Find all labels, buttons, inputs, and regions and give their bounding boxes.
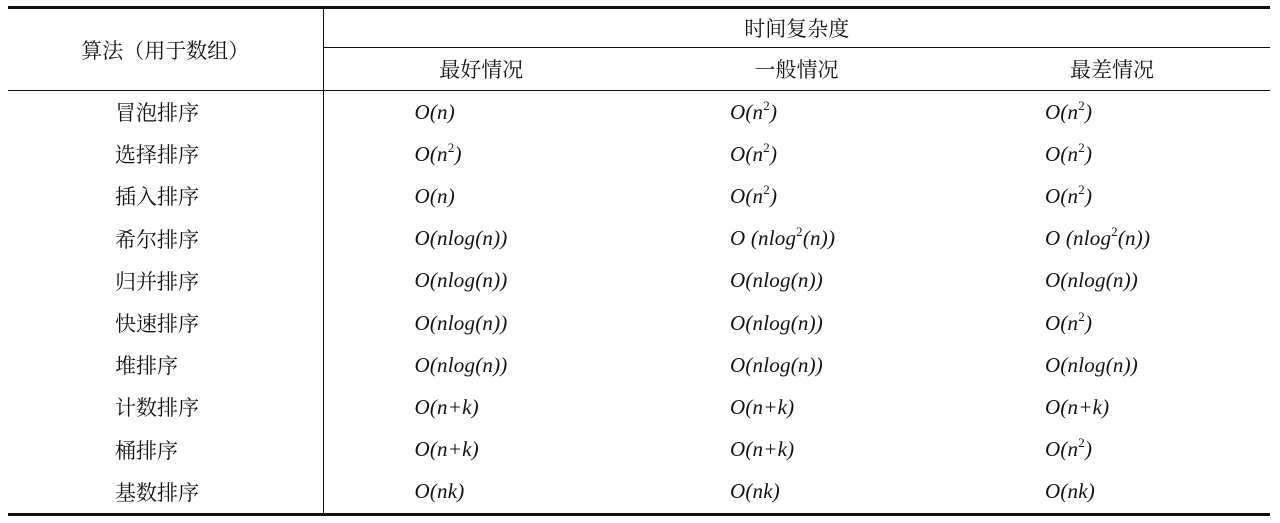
algorithm-name: 插入排序: [8, 175, 323, 217]
best-case-complexity: O(n+k): [414, 394, 479, 419]
table-row: [8, 429, 1270, 471]
average-case-complexity: O(n+k): [730, 437, 795, 462]
best-case-complexity: O(nlog(n)): [414, 352, 508, 377]
best-case-header: 最好情况: [323, 48, 639, 91]
worst-case-complexity: O(nk): [954, 471, 1270, 515]
table-row: [8, 91, 1270, 134]
table-row: [8, 386, 1270, 428]
algorithm-name: 选择排序: [8, 133, 323, 175]
average-case-complexity: O(n+k): [730, 394, 795, 419]
best-case-complexity: O(n): [414, 183, 455, 208]
table-header: [8, 8, 1270, 91]
average-case-header: 一般情况: [639, 48, 954, 91]
best-case-complexity: O(nlog(n)): [414, 226, 508, 251]
table-row: [8, 218, 1270, 260]
worst-case-complexity: $O(n^2)$: [1045, 181, 1093, 208]
best-case-complexity: $O(n^2)$: [414, 139, 462, 166]
algorithm-name: 归并排序: [8, 260, 323, 302]
worst-case-complexity: $O(n^2)$: [1045, 97, 1093, 124]
algorithm-name: 希尔排序: [8, 218, 323, 260]
average-case-complexity: O (nlog$^2$(n)): [730, 224, 836, 251]
best-case-complexity: O(nlog(n)): [414, 268, 508, 293]
table-row: [8, 133, 1270, 175]
best-case-complexity: O(n+k): [414, 437, 479, 462]
worst-case-complexity: $O(n^2)$: [1045, 435, 1093, 462]
worst-case-complexity: $O(n^2)$: [1045, 139, 1093, 166]
table-body: [8, 91, 1270, 515]
sorting-complexity-table: [8, 6, 1270, 516]
worst-case-complexity: $O(n^2)$: [1045, 308, 1093, 335]
worst-case-complexity: O(nlog(n)): [1045, 352, 1138, 377]
average-case-complexity: $O(n^2)$: [730, 139, 778, 166]
average-case-complexity: $O(n^2)$: [730, 97, 778, 124]
table-row: [8, 471, 1270, 515]
algorithm-name: 堆排序: [8, 344, 323, 386]
time-complexity-header: 时间复杂度: [323, 8, 1270, 48]
table-row: [8, 260, 1270, 302]
algorithm-name: 快速排序: [8, 302, 323, 344]
algorithm-column-header: 算法（用于数组）: [8, 8, 323, 91]
average-case-complexity: O(nlog(n)): [730, 310, 823, 335]
table-row: [8, 175, 1270, 217]
table-row: [8, 344, 1270, 386]
algorithm-name: 基数排序: [8, 471, 323, 515]
worst-case-complexity: O(n+k): [1045, 394, 1110, 419]
average-case-complexity: O(nlog(n)): [730, 268, 823, 293]
algorithm-name: 冒泡排序: [8, 91, 323, 134]
table-row: [8, 302, 1270, 344]
best-case-complexity: O(nk): [323, 471, 639, 515]
average-case-complexity: O(nlog(n)): [730, 352, 823, 377]
average-case-complexity: $O(n^2)$: [730, 181, 778, 208]
worst-case-header: 最差情况: [954, 48, 1270, 91]
algorithm-name: 计数排序: [8, 386, 323, 428]
best-case-complexity: O(n): [414, 99, 455, 124]
average-case-complexity: O(nk): [639, 471, 954, 515]
worst-case-complexity: O(nlog(n)): [1045, 268, 1138, 293]
algorithm-name: 桶排序: [8, 429, 323, 471]
best-case-complexity: O(nlog(n)): [414, 310, 508, 335]
worst-case-complexity: O (nlog$^2$(n)): [1045, 224, 1151, 251]
